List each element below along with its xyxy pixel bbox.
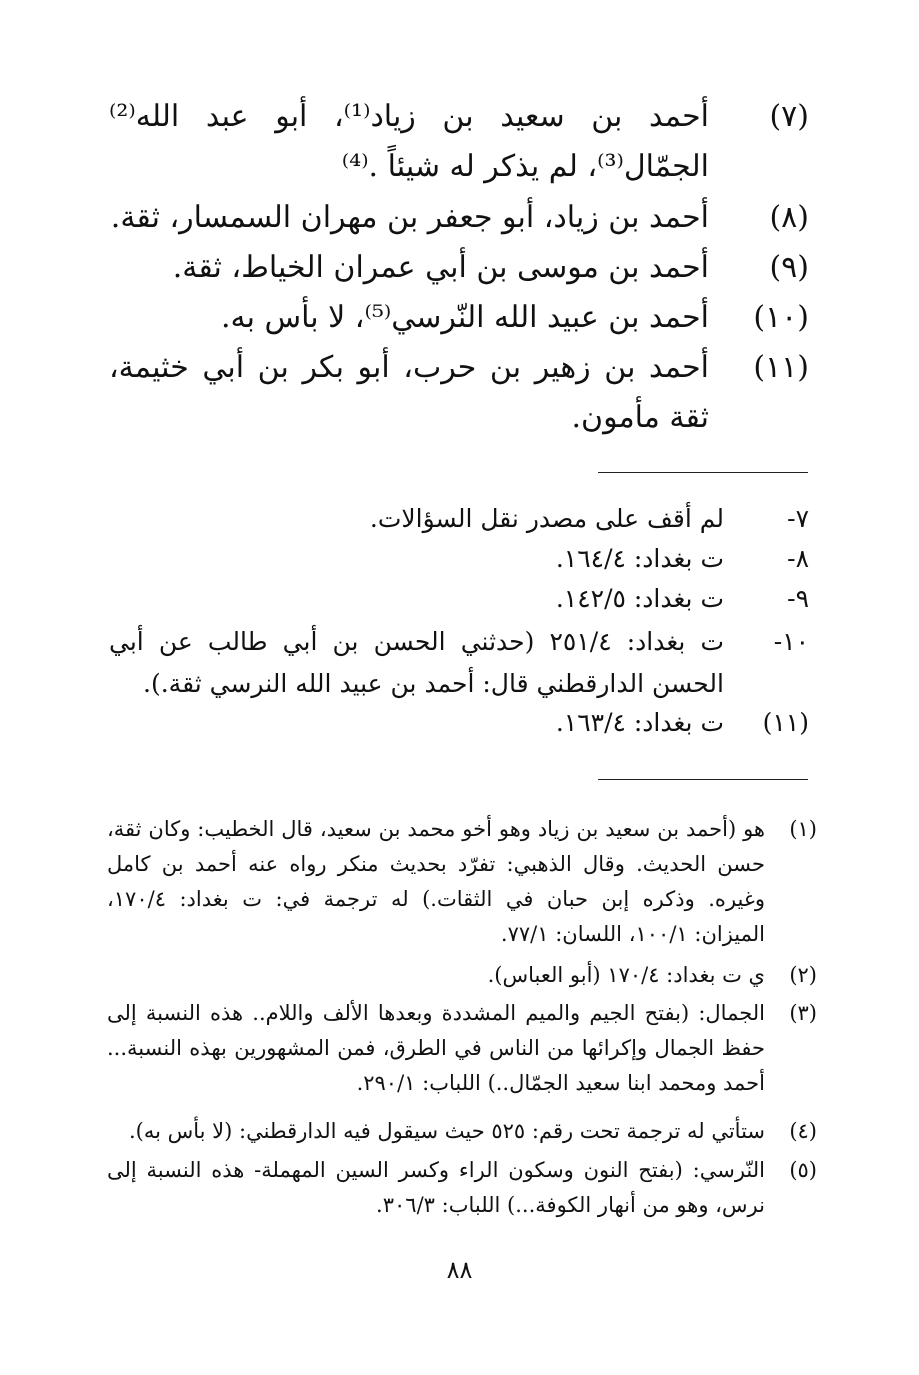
source-text: ت بغداد: ١٦٣/٤.: [555, 708, 724, 737]
footnote-1: [105, 812, 817, 952]
footnote-2: [105, 958, 817, 993]
entry-text: أحمد بن عبيد الله النّرسي⁽⁵⁾، لا بأس به.: [220, 300, 709, 335]
source-text: لم أقف على مصدر نقل السؤالات.: [369, 504, 724, 533]
entry-7: [109, 92, 809, 192]
footnote-divider: [598, 779, 808, 780]
source-7: [109, 498, 809, 540]
entry-number: (١١): [753, 350, 809, 385]
source-text: ت بغداد: ١٤٢/٥.: [555, 584, 724, 613]
entry-11: [109, 343, 809, 443]
source-text: ت بغداد: ١٦٤/٤.: [555, 544, 724, 573]
entry-text: أحمد بن زياد، أبو جعفر بن مهران السمسار، ثقة.: [110, 200, 709, 235]
footnote-text: الجمال: (بفتح الجيم والميم المشددة وبعدها الألف واللام.. هذه النسبة إلى حفظ الجمال وإكرائها من الناس في الطرق، فمن المشهورين بهذه النسبة... أحمد ومحمد ابنا سعيد الجمّال..) اللباب: ٢٩٠/١.: [107, 1001, 765, 1095]
footnote-4: [105, 1114, 817, 1149]
footnote-number: (٥): [789, 1158, 817, 1182]
source-text: ت بغداد: ٢٥١/٤ (حدثني الحسن بن أبي طالب عن أبي الحسن الدارقطني قال: أحمد بن عبيد الله النرسي ثقة.).: [109, 627, 724, 698]
entry-number: (٩): [769, 250, 809, 285]
source-9: [109, 578, 809, 620]
footnote-number: (٤): [789, 1119, 817, 1143]
entry-8: [109, 193, 809, 243]
source-10: [109, 621, 809, 705]
entry-number: (١٠): [753, 300, 809, 335]
entry-number: (٧): [769, 99, 809, 134]
source-11: [109, 702, 809, 744]
entry-10: [109, 293, 809, 343]
footnote-text: النّرسي: (بفتح النون وسكون الراء وكسر السين المهملة- هذه النسبة إلى نرس، وهو من أنهار الكوفة...) اللباب: ٣٠٦/٣.: [107, 1158, 765, 1217]
source-number: (١١): [762, 708, 809, 737]
entry-text: أحمد بن موسى بن أبي عمران الخياط، ثقة.: [172, 250, 709, 285]
footnote-3: [105, 996, 817, 1101]
source-number: ٩-: [787, 584, 809, 613]
footnote-text: ستأتي له ترجمة تحت رقم: ٥٢٥ حيث سيقول فيه الدارقطني: (لا بأس به).: [128, 1119, 765, 1143]
entry-9: [109, 243, 809, 293]
entry-text: أحمد بن سعيد بن زياد⁽¹⁾، أبو عبد الله⁽²⁾ الجمّال⁽³⁾، لم يذكر له شيئاً .⁽⁴⁾: [109, 99, 709, 184]
footnote-text: ي ت بغداد: ١٧٠/٤ (أبو العباس).: [487, 963, 765, 987]
footnote-text: هو (أحمد بن سعيد بن زياد وهو أخو محمد بن سعيد، قال الخطيب: وكان ثقة، حسن الحديث. وقال الذهبي: تفرّد بحديث منكر رواه عنه أحمد بن كامل وغيره. وذكره إبن حبان في الثقات.) له ترجمة في: ت بغداد: ١٧٠/٤، الميزان: ١٠٠/١، اللسان: ٧٧/١.: [107, 817, 765, 946]
page-number: ٨٨: [446, 1256, 473, 1284]
source-number: ٨-: [787, 544, 809, 573]
section-divider: [598, 472, 808, 473]
source-number: ٧-: [787, 504, 809, 533]
entry-text: أحمد بن زهير بن حرب، أبو بكر بن أبي خثيمة، ثقة مأمون.: [109, 350, 709, 435]
source-8: [109, 538, 809, 580]
footnote-number: (٣): [789, 1001, 817, 1025]
footnote-number: (٢): [789, 963, 817, 987]
entry-number: (٨): [769, 200, 809, 235]
footnote-5: [105, 1153, 817, 1223]
source-number: ١٠-: [773, 627, 809, 656]
footnote-number: (١): [789, 817, 817, 841]
